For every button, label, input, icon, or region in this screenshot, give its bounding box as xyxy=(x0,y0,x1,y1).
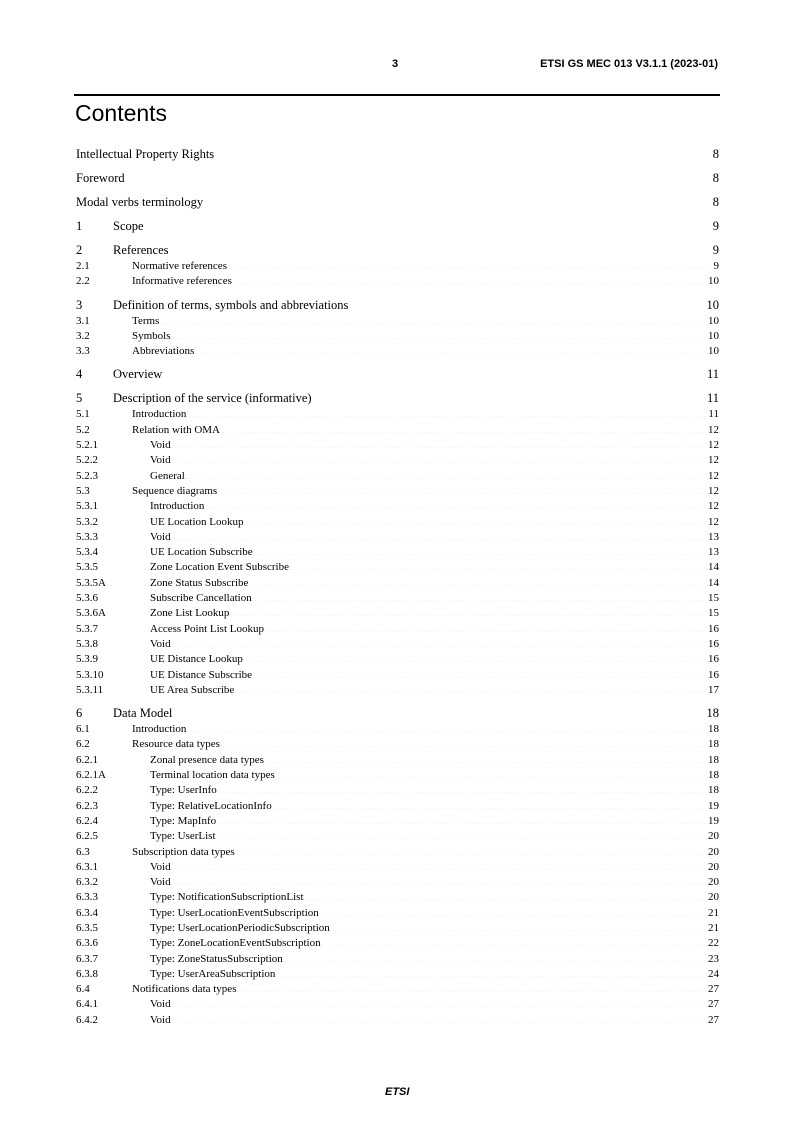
toc-entry-page: 9 xyxy=(713,260,719,272)
toc-dot-leader xyxy=(283,953,708,962)
toc-dot-leader xyxy=(312,393,707,402)
toc-dot-leader xyxy=(227,260,714,269)
toc-entry-title: Zone Status Subscribe xyxy=(150,576,249,589)
toc-dot-leader xyxy=(171,998,708,1007)
toc-dot-leader xyxy=(275,968,708,977)
toc-dot-leader xyxy=(204,500,708,509)
toc-entry[interactable] xyxy=(76,407,719,422)
toc-entry-page: 16 xyxy=(708,622,719,635)
toc-entry[interactable] xyxy=(76,314,719,329)
toc-entry[interactable] xyxy=(76,982,719,997)
toc-entry-page: 8 xyxy=(712,195,719,209)
toc-entry-number: 2.1 xyxy=(76,260,90,272)
toc-entry-number: 5.3.10 xyxy=(76,668,104,681)
toc-entry[interactable] xyxy=(76,722,719,737)
toc-dot-leader xyxy=(159,315,708,324)
toc-entry-title: Type: UserList xyxy=(150,830,216,843)
toc-entry-page: 12 xyxy=(708,500,719,513)
toc-entry-title: Terms xyxy=(132,314,160,327)
toc-entry-number: 5.2.3 xyxy=(76,469,98,482)
toc-dot-leader xyxy=(171,330,708,339)
toc-entry-page: 16 xyxy=(708,653,719,666)
toc-entry-number: 5.3.2 xyxy=(76,515,98,528)
toc-entry-title: UE Location Subscribe xyxy=(150,546,253,559)
toc-entry-title: Normative references xyxy=(132,260,227,272)
toc-entry-title: Void xyxy=(150,637,171,650)
toc-dot-leader xyxy=(125,173,713,182)
toc-entry-page: 12 xyxy=(708,439,719,452)
toc-dot-leader xyxy=(186,723,708,732)
toc-entry-number: 3 xyxy=(76,297,83,312)
toc-entry-number: 3.3 xyxy=(76,345,90,358)
toc-dot-leader xyxy=(289,561,708,570)
toc-entry-number: 6.3.5 xyxy=(76,921,98,934)
toc-entry-number: 5.3.6 xyxy=(76,592,98,605)
toc-entry-title: Introduction xyxy=(132,408,187,421)
toc-entry-page: 24 xyxy=(708,967,719,980)
toc-entry-title: Relation with OMA xyxy=(132,423,220,436)
toc-entry-number: 6.3.3 xyxy=(76,891,98,904)
toc-entry-title: Resource data types xyxy=(132,738,220,751)
toc-entry[interactable] xyxy=(76,753,719,768)
toc-dot-leader xyxy=(252,669,708,678)
toc-dot-leader xyxy=(264,623,708,632)
toc-dot-leader xyxy=(319,907,708,916)
toc-dot-leader xyxy=(264,754,708,763)
toc-entry-number: 6.3.4 xyxy=(76,906,98,919)
toc-entry-page: 18 xyxy=(706,706,719,721)
toc-entry-number: 6.4 xyxy=(76,983,90,996)
toc-dot-leader xyxy=(171,454,708,463)
toc-entry-page: 17 xyxy=(708,683,719,696)
toc-entry-page: 12 xyxy=(708,454,719,467)
toc-entry[interactable] xyxy=(76,591,719,606)
toc-entry-page: 11 xyxy=(708,408,719,421)
toc-entry[interactable] xyxy=(76,906,719,921)
toc-entry-title: Terminal location data types xyxy=(150,769,275,782)
toc-dot-leader xyxy=(304,891,708,900)
toc-entry-number: 1 xyxy=(76,219,83,233)
toc-entry[interactable] xyxy=(76,845,719,860)
toc-entry-number: 6.4.2 xyxy=(76,1013,98,1026)
toc-entry-page: 10 xyxy=(708,329,719,342)
toc-dot-leader xyxy=(330,922,708,931)
toc-entry-number: 5.1 xyxy=(76,408,90,421)
toc-entry-page: 27 xyxy=(708,983,719,996)
toc-entry[interactable] xyxy=(76,997,719,1012)
toc-dot-leader xyxy=(236,983,708,992)
toc-entry[interactable] xyxy=(76,668,719,683)
toc-dot-leader xyxy=(171,638,708,647)
toc-entry-title: References xyxy=(113,243,169,257)
table-of-contents xyxy=(76,146,719,1028)
toc-entry-number: 5.3.8 xyxy=(76,637,98,650)
header-rule xyxy=(74,94,720,96)
toc-entry-page: 10 xyxy=(706,297,719,312)
toc-entry-title: Subscribe Cancellation xyxy=(150,592,252,605)
toc-entry-page: 19 xyxy=(708,799,719,812)
toc-entry-number: 5.2.2 xyxy=(76,454,98,467)
toc-entry-title: Description of the service (informative) xyxy=(113,391,312,406)
toc-entry-page: 23 xyxy=(708,952,719,965)
toc-entry[interactable] xyxy=(76,652,719,667)
toc-entry[interactable] xyxy=(76,194,719,211)
toc-dot-leader xyxy=(185,470,708,479)
toc-entry-page: 15 xyxy=(708,592,719,605)
toc-entry-number: 2.2 xyxy=(76,275,90,288)
toc-entry-page: 20 xyxy=(708,891,719,904)
toc-entry[interactable] xyxy=(76,814,719,829)
toc-entry-page: 12 xyxy=(708,469,719,482)
toc-entry-page: 10 xyxy=(708,275,719,288)
toc-dot-leader xyxy=(243,516,708,525)
toc-entry-number: 6.3.8 xyxy=(76,967,98,980)
toc-entry-title: Void xyxy=(150,530,171,543)
toc-entry-number: 6 xyxy=(76,706,83,721)
toc-entry[interactable] xyxy=(76,560,719,575)
toc-entry[interactable] xyxy=(76,484,719,499)
toc-entry-page: 20 xyxy=(708,860,719,873)
toc-entry-number: 5.3.11 xyxy=(76,683,104,696)
toc-dot-leader xyxy=(234,684,708,693)
toc-entry[interactable] xyxy=(76,875,719,890)
toc-entry[interactable] xyxy=(76,438,719,453)
toc-entry-title: Type: UserAreaSubscription xyxy=(150,967,276,980)
toc-entry-page: 20 xyxy=(708,876,719,889)
toc-dot-leader xyxy=(171,876,708,885)
toc-entry-number: 5.3.9 xyxy=(76,653,98,666)
toc-dot-leader xyxy=(220,738,708,747)
toc-entry-number: 5.2.1 xyxy=(76,439,98,452)
toc-entry-page: 18 xyxy=(708,738,719,751)
toc-entry[interactable] xyxy=(76,390,719,407)
toc-entry-number: 6.2.2 xyxy=(76,784,98,797)
toc-entry[interactable] xyxy=(76,170,719,187)
toc-entry-title: Void xyxy=(150,439,171,452)
toc-entry-page: 14 xyxy=(708,576,719,589)
toc-entry-number: 2 xyxy=(76,243,83,257)
toc-dot-leader xyxy=(162,369,707,378)
toc-entry-number: 6.2.1 xyxy=(76,753,98,766)
toc-entry[interactable] xyxy=(76,453,719,468)
toc-entry-title: Informative references xyxy=(132,275,232,288)
toc-entry-number: 5.3.7 xyxy=(76,622,98,635)
toc-entry-title: UE Distance Subscribe xyxy=(150,668,253,681)
toc-entry-title: Void xyxy=(150,454,171,467)
toc-entry-page: 16 xyxy=(708,668,719,681)
toc-entry[interactable] xyxy=(76,952,719,967)
toc-dot-leader xyxy=(348,300,706,309)
toc-entry[interactable] xyxy=(76,921,719,936)
toc-entry-title: Type: UserLocationEventSubscription xyxy=(150,906,319,919)
toc-entry-title: UE Location Lookup xyxy=(150,515,244,528)
toc-dot-leader xyxy=(235,846,708,855)
toc-entry-number: 4 xyxy=(76,367,83,382)
toc-entry-title: Zone Location Event Subscribe xyxy=(150,561,289,574)
toc-dot-leader xyxy=(321,937,708,946)
toc-dot-leader xyxy=(248,577,708,586)
toc-entry-title: Sequence diagrams xyxy=(132,484,218,497)
toc-dot-leader xyxy=(171,439,708,448)
toc-entry-number: 3.1 xyxy=(76,314,90,327)
toc-entry-page: 22 xyxy=(708,937,719,950)
toc-entry[interactable] xyxy=(76,545,719,560)
toc-entry-number: 3.2 xyxy=(76,329,90,342)
toc-entry-number: 5.3.4 xyxy=(76,546,98,559)
toc-entry-title: Type: RelativeLocationInfo xyxy=(150,799,272,812)
toc-entry[interactable] xyxy=(76,499,719,514)
toc-entry-page: 13 xyxy=(708,546,719,559)
toc-entry-title: Void xyxy=(150,998,171,1011)
toc-entry-page: 18 xyxy=(708,723,719,736)
toc-dot-leader xyxy=(216,815,708,824)
toc-entry[interactable] xyxy=(76,274,719,289)
toc-entry[interactable] xyxy=(76,576,719,591)
toc-entry[interactable] xyxy=(76,242,719,259)
toc-dot-leader xyxy=(144,221,713,230)
toc-entry[interactable] xyxy=(76,860,719,875)
toc-entry-number: 6.2.5 xyxy=(76,830,98,843)
toc-entry[interactable] xyxy=(76,259,719,274)
document-identifier: ETSI GS MEC 013 V3.1.1 (2023-01) xyxy=(540,58,718,70)
toc-entry-page: 10 xyxy=(708,314,719,327)
toc-entry-title: UE Area Subscribe xyxy=(150,683,235,696)
toc-entry-title: Scope xyxy=(113,219,144,233)
toc-entry-page: 14 xyxy=(708,561,719,574)
toc-entry-page: 21 xyxy=(708,921,719,934)
toc-entry-title: General xyxy=(150,469,185,482)
toc-entry-number: 5.3.3 xyxy=(76,530,98,543)
toc-entry-number: 5.3 xyxy=(76,484,90,497)
toc-entry-page: 12 xyxy=(708,423,719,436)
toc-entry-page: 13 xyxy=(708,530,719,543)
toc-entry[interactable] xyxy=(76,799,719,814)
footer-logo-text: ETSI xyxy=(385,1086,410,1098)
toc-entry-page: 12 xyxy=(708,484,719,497)
toc-entry-number: 6.3.7 xyxy=(76,952,98,965)
toc-entry-title: Type: UserLocationPeriodicSubscription xyxy=(150,921,330,934)
toc-dot-leader xyxy=(253,546,708,555)
toc-entry-title: Void xyxy=(150,1013,171,1026)
toc-entry-page: 27 xyxy=(708,998,719,1011)
toc-entry[interactable] xyxy=(76,218,719,235)
toc-entry-title: Symbols xyxy=(132,329,171,342)
toc-dot-leader xyxy=(220,424,708,433)
toc-dot-leader xyxy=(194,345,708,354)
toc-entry[interactable] xyxy=(76,530,719,545)
toc-entry-page: 18 xyxy=(708,753,719,766)
toc-entry-page: 15 xyxy=(708,607,719,620)
toc-entry-number: 6.4.1 xyxy=(76,998,98,1011)
toc-dot-leader xyxy=(229,607,708,616)
toc-entry-title: Introduction xyxy=(132,723,187,736)
toc-entry-title: Zone List Lookup xyxy=(150,607,230,620)
toc-entry-number: 6.1 xyxy=(76,723,90,736)
toc-entry-number: 6.3.2 xyxy=(76,876,98,889)
toc-entry[interactable] xyxy=(76,783,719,798)
toc-dot-leader xyxy=(252,592,708,601)
toc-entry-title: Type: MapInfo xyxy=(150,814,217,827)
toc-dot-leader xyxy=(214,149,713,158)
toc-entry-number: 6.2.1A xyxy=(76,769,106,782)
toc-entry-title: Type: ZoneStatusSubscription xyxy=(150,952,283,965)
toc-entry[interactable] xyxy=(76,146,719,163)
toc-dot-leader xyxy=(243,653,708,662)
toc-entry-page: 20 xyxy=(708,845,719,858)
toc-entry[interactable] xyxy=(76,329,719,344)
toc-dot-leader xyxy=(169,245,713,254)
toc-entry-page: 11 xyxy=(706,391,719,406)
toc-dot-leader xyxy=(217,784,708,793)
toc-entry-page: 20 xyxy=(708,830,719,843)
toc-entry-number: 5 xyxy=(76,391,83,406)
toc-entry-page: 19 xyxy=(708,814,719,827)
toc-entry[interactable] xyxy=(76,936,719,951)
toc-entry[interactable] xyxy=(76,737,719,752)
toc-entry-number: 6.3.6 xyxy=(76,937,98,950)
toc-entry[interactable] xyxy=(76,423,719,438)
toc-dot-leader xyxy=(171,531,708,540)
toc-entry-title: Overview xyxy=(113,367,163,382)
toc-entry-number: 5.2 xyxy=(76,423,90,436)
toc-entry-page: 8 xyxy=(712,147,719,161)
toc-entry-page: 11 xyxy=(706,367,719,382)
toc-dot-leader xyxy=(232,275,708,284)
toc-entry-number: 5.3.6A xyxy=(76,607,106,620)
toc-entry-page: 18 xyxy=(708,769,719,782)
toc-dot-leader xyxy=(272,800,708,809)
toc-dot-leader xyxy=(171,861,708,870)
page-title: Contents xyxy=(75,100,168,126)
toc-dot-leader xyxy=(217,485,708,494)
toc-entry-title: Void xyxy=(150,860,171,873)
toc-entry-page: 21 xyxy=(708,906,719,919)
toc-entry-title: Type: ZoneLocationEventSubscription xyxy=(150,937,321,950)
toc-entry-number: 6.3.1 xyxy=(76,860,98,873)
toc-entry[interactable] xyxy=(76,297,719,314)
toc-entry-number: 6.2.4 xyxy=(76,814,98,827)
toc-dot-leader xyxy=(186,408,708,417)
toc-entry[interactable] xyxy=(76,967,719,982)
toc-dot-leader xyxy=(216,830,708,839)
toc-entry-number: 5.3.5A xyxy=(76,576,106,589)
toc-entry-number: 6.2.3 xyxy=(76,799,98,812)
toc-entry-number: 6.3 xyxy=(76,845,90,858)
toc-entry-number: 5.3.1 xyxy=(76,500,98,513)
toc-entry-title: Notifications data types xyxy=(132,983,237,996)
toc-entry-number: 6.2 xyxy=(76,738,90,751)
toc-entry[interactable] xyxy=(76,1013,719,1028)
toc-entry[interactable] xyxy=(76,705,719,722)
toc-entry[interactable] xyxy=(76,515,719,530)
toc-entry-title: Definition of terms, symbols and abbreviations xyxy=(113,297,349,312)
toc-dot-leader xyxy=(203,197,713,206)
toc-entry-title: Type: NotificationSubscriptionList xyxy=(150,891,304,904)
toc-entry[interactable] xyxy=(76,366,719,383)
toc-entry[interactable] xyxy=(76,622,719,637)
toc-entry[interactable] xyxy=(76,606,719,621)
toc-entry[interactable] xyxy=(76,829,719,844)
toc-entry-title: Data Model xyxy=(113,706,173,721)
toc-entry[interactable] xyxy=(76,469,719,484)
toc-entry-title: Intellectual Property Rights xyxy=(76,147,215,161)
toc-entry-title: Access Point List Lookup xyxy=(150,622,264,635)
toc-entry-title: Abbreviations xyxy=(132,345,195,358)
toc-entry[interactable] xyxy=(76,890,719,905)
toc-entry-page: 10 xyxy=(708,345,719,358)
toc-entry-title: Void xyxy=(150,876,171,889)
toc-entry-page: 16 xyxy=(708,637,719,650)
page-number: 3 xyxy=(392,58,399,70)
toc-entry[interactable] xyxy=(76,768,719,783)
toc-dot-leader xyxy=(171,1014,708,1023)
toc-entry[interactable] xyxy=(76,683,719,698)
toc-entry-title: Foreword xyxy=(76,171,125,185)
toc-dot-leader xyxy=(275,769,708,778)
toc-entry-page: 9 xyxy=(712,219,719,233)
toc-entry[interactable] xyxy=(76,637,719,652)
toc-entry-page: 12 xyxy=(708,515,719,528)
toc-entry-title: UE Distance Lookup xyxy=(150,653,243,666)
toc-entry-title: Type: UserInfo xyxy=(150,784,217,797)
toc-entry-title: Introduction xyxy=(150,500,205,513)
toc-entry-page: 18 xyxy=(708,784,719,797)
toc-entry-title: Subscription data types xyxy=(132,845,235,858)
toc-entry-number: 5.3.5 xyxy=(76,561,98,574)
toc-entry[interactable] xyxy=(76,344,719,359)
toc-entry-title: Modal verbs terminology xyxy=(76,195,204,209)
toc-entry-page: 9 xyxy=(712,243,719,257)
toc-entry-title: Zonal presence data types xyxy=(150,753,264,766)
toc-entry-page: 8 xyxy=(712,171,719,185)
toc-entry-page: 27 xyxy=(708,1013,719,1026)
toc-dot-leader xyxy=(172,708,706,717)
